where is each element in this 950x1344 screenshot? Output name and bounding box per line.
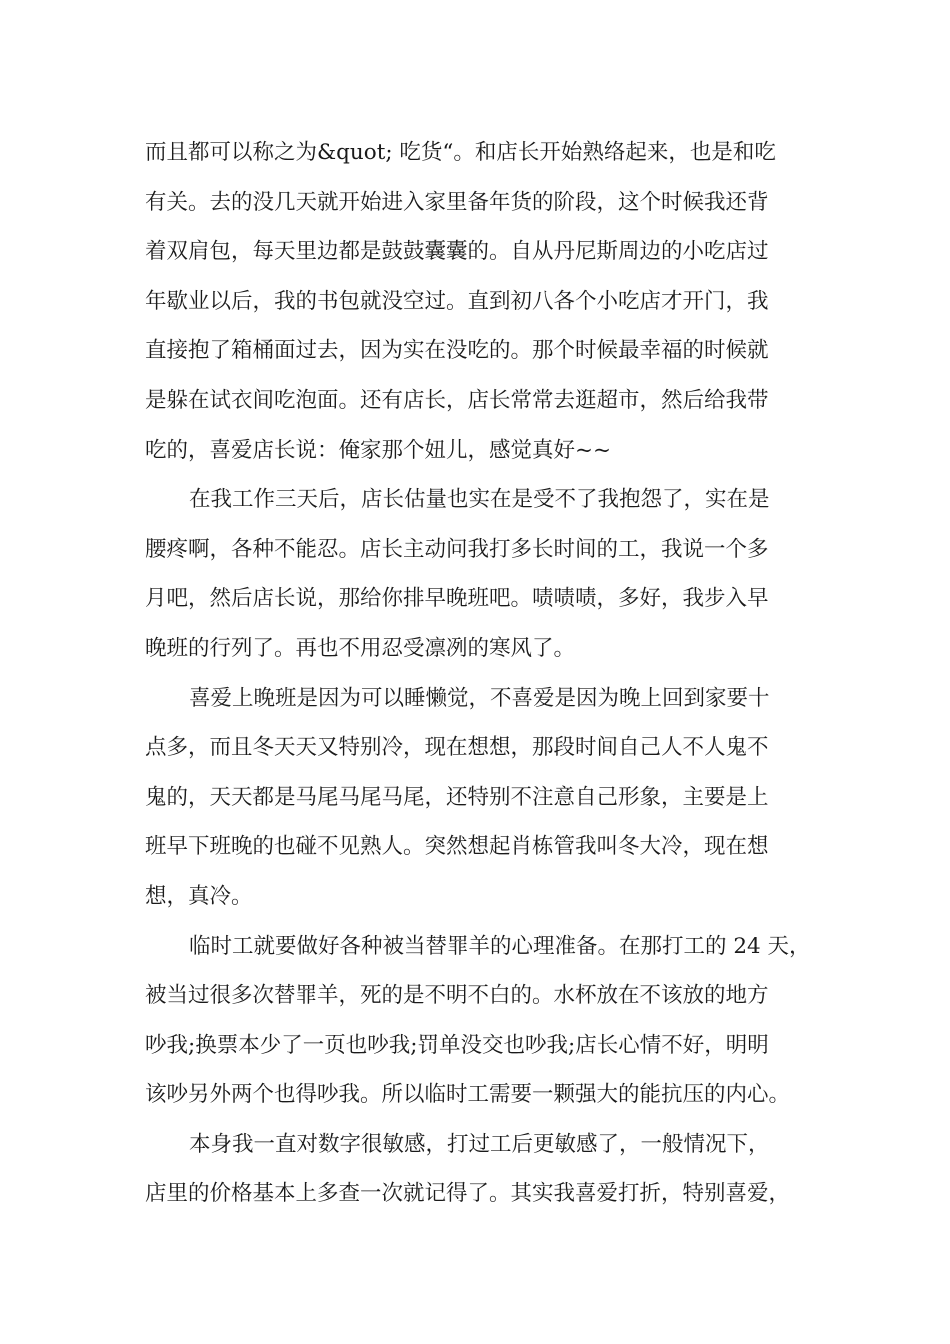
text-line: 鬼的，天天都是马尾马尾马尾，还特别不注意自己形象，主要是上 — [145, 784, 769, 810]
text-line: 点多，而且冬天天又特别冷，现在想想，那段时间自己人不人鬼不 — [145, 735, 769, 761]
text-line: 店里的价格基本上多查一次就记得了。其实我喜爱打折，特别喜爱， — [145, 1181, 791, 1207]
paragraph-start-line: 在我工作三天后，店长估量也实在是受不了我抱怨了，实在是 — [189, 487, 770, 513]
paragraph-start-line: 本身我一直对数字很敏感，打过工后更敏感了，一般情况下， — [189, 1131, 770, 1157]
text-line: 被当过很多次替罪羊，死的是不明不白的。水杯放在不该放的地方 — [145, 983, 769, 1009]
text-line: 年歇业以后，我的书包就没空过。直到初八各个小吃店才开门，我 — [145, 288, 769, 314]
paragraph-start-line: 喜爱上晚班是因为可以睡懒觉，不喜爱是因为晚上回到家要十 — [189, 685, 770, 711]
body-text — [145, 128, 815, 1219]
text-line: 吵我;换票本少了一页也吵我;罚单没交也吵我;店长心情不好，明明 — [145, 1032, 769, 1058]
text-line: 晚班的行列了。再也不用忍受凛冽的寒风了。 — [145, 635, 576, 661]
text-line: 是躲在试衣间吃泡面。还有店长，店长常常去逛超市，然后给我带 — [145, 387, 769, 413]
text-line: 吃的，喜爱店长说：俺家那个妞儿，感觉真好~~ — [145, 437, 612, 463]
text-line: 月吧，然后店长说，那给你排早晚班吧。啧啧啧，多好，我步入早 — [145, 586, 769, 612]
paragraph-start-line: 临时工就要做好各种被当替罪羊的心理准备。在那打工的 24 天， — [189, 933, 811, 959]
text-line: 班早下班晚的也碰不见熟人。突然想起肖栋管我叫冬大冷，现在想 — [145, 834, 769, 860]
text-line: 该吵另外两个也得吵我。所以临时工需要一颗强大的能抗压的内心。 — [145, 1082, 791, 1108]
text-line: 直接抱了箱桶面过去，因为实在没吃的。那个时候最幸福的时候就 — [145, 338, 769, 364]
text-line: 有关。去的没几天就开始进入家里备年货的阶段，这个时候我还背 — [145, 189, 769, 215]
text-line: 想，真冷。 — [145, 883, 253, 909]
text-line: 而且都可以称之为&quot; 吃货“。和店长开始熟络起来，也是和吃 — [145, 140, 776, 165]
text-line: 着双肩包，每天里边都是鼓鼓囊囊的。自从丹尼斯周边的小吃店过 — [145, 239, 769, 265]
text-line: 腰疼啊，各种不能忍。店长主动问我打多长时间的工，我说一个多 — [145, 536, 769, 562]
